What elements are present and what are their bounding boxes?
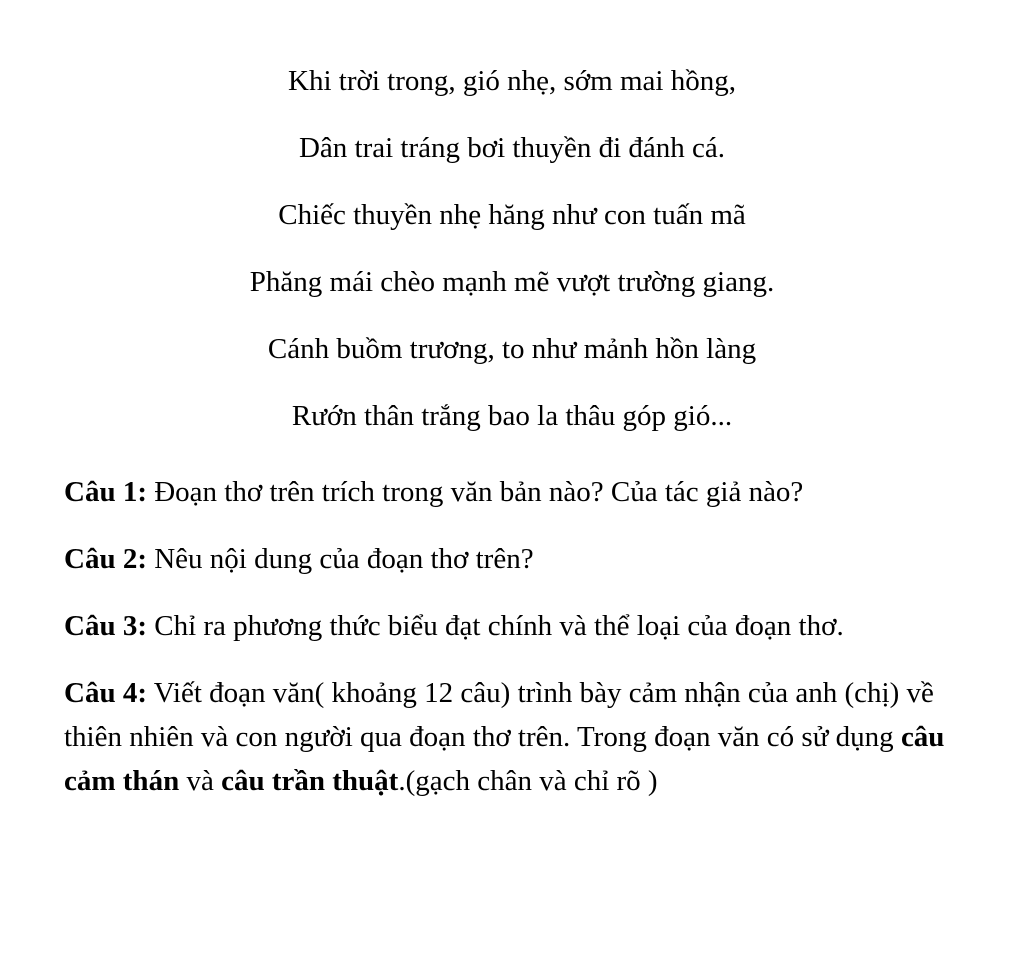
question-text: và <box>179 765 222 797</box>
poem-line: Khi trời trong, gió nhẹ, sớm mai hồng, <box>288 65 736 97</box>
poem-excerpt <box>0 64 1024 466</box>
question-2 <box>64 537 964 581</box>
question-list <box>64 470 964 826</box>
question-label: Câu 3: <box>64 610 147 642</box>
question-text: .(gạch chân và chỉ rõ ) <box>398 765 658 797</box>
emphasis-term: câu trần thuật <box>221 765 399 797</box>
emphasis-term: câu cảm thán <box>64 721 945 797</box>
question-label: Câu 1: <box>64 476 147 508</box>
poem-line: Phăng mái chèo mạnh mẽ vượt trường giang. <box>249 266 775 298</box>
question-text: Chỉ ra phương thức biểu đạt chính và thể loại của đoạn thơ. <box>146 610 844 642</box>
question-text: Nêu nội dung của đoạn thơ trên? <box>146 543 534 575</box>
question-1 <box>64 470 964 514</box>
question-3 <box>64 604 964 648</box>
question-label: Câu 4: <box>64 677 147 709</box>
poem-line: Rướn thân trắng bao la thâu góp gió... <box>291 400 733 432</box>
question-text: Viết đoạn văn( khoảng 12 câu) trình bày cảm nhận của anh (chị) về thiên nhiên và con người qua đoạn thơ trên. Trong đoạn văn có sử dụng <box>64 677 934 753</box>
question-label: Câu 2: <box>64 543 147 575</box>
question-4 <box>64 671 964 803</box>
poem-line: Chiếc thuyền nhẹ hăng như con tuấn mã <box>278 199 746 231</box>
poem-line: Cánh buồm trương, to như mảnh hồn làng <box>267 333 757 365</box>
question-text: Đoạn thơ trên trích trong văn bản nào? Của tác giả nào? <box>146 476 804 508</box>
poem-line: Dân trai tráng bơi thuyền đi đánh cá. <box>298 132 726 164</box>
